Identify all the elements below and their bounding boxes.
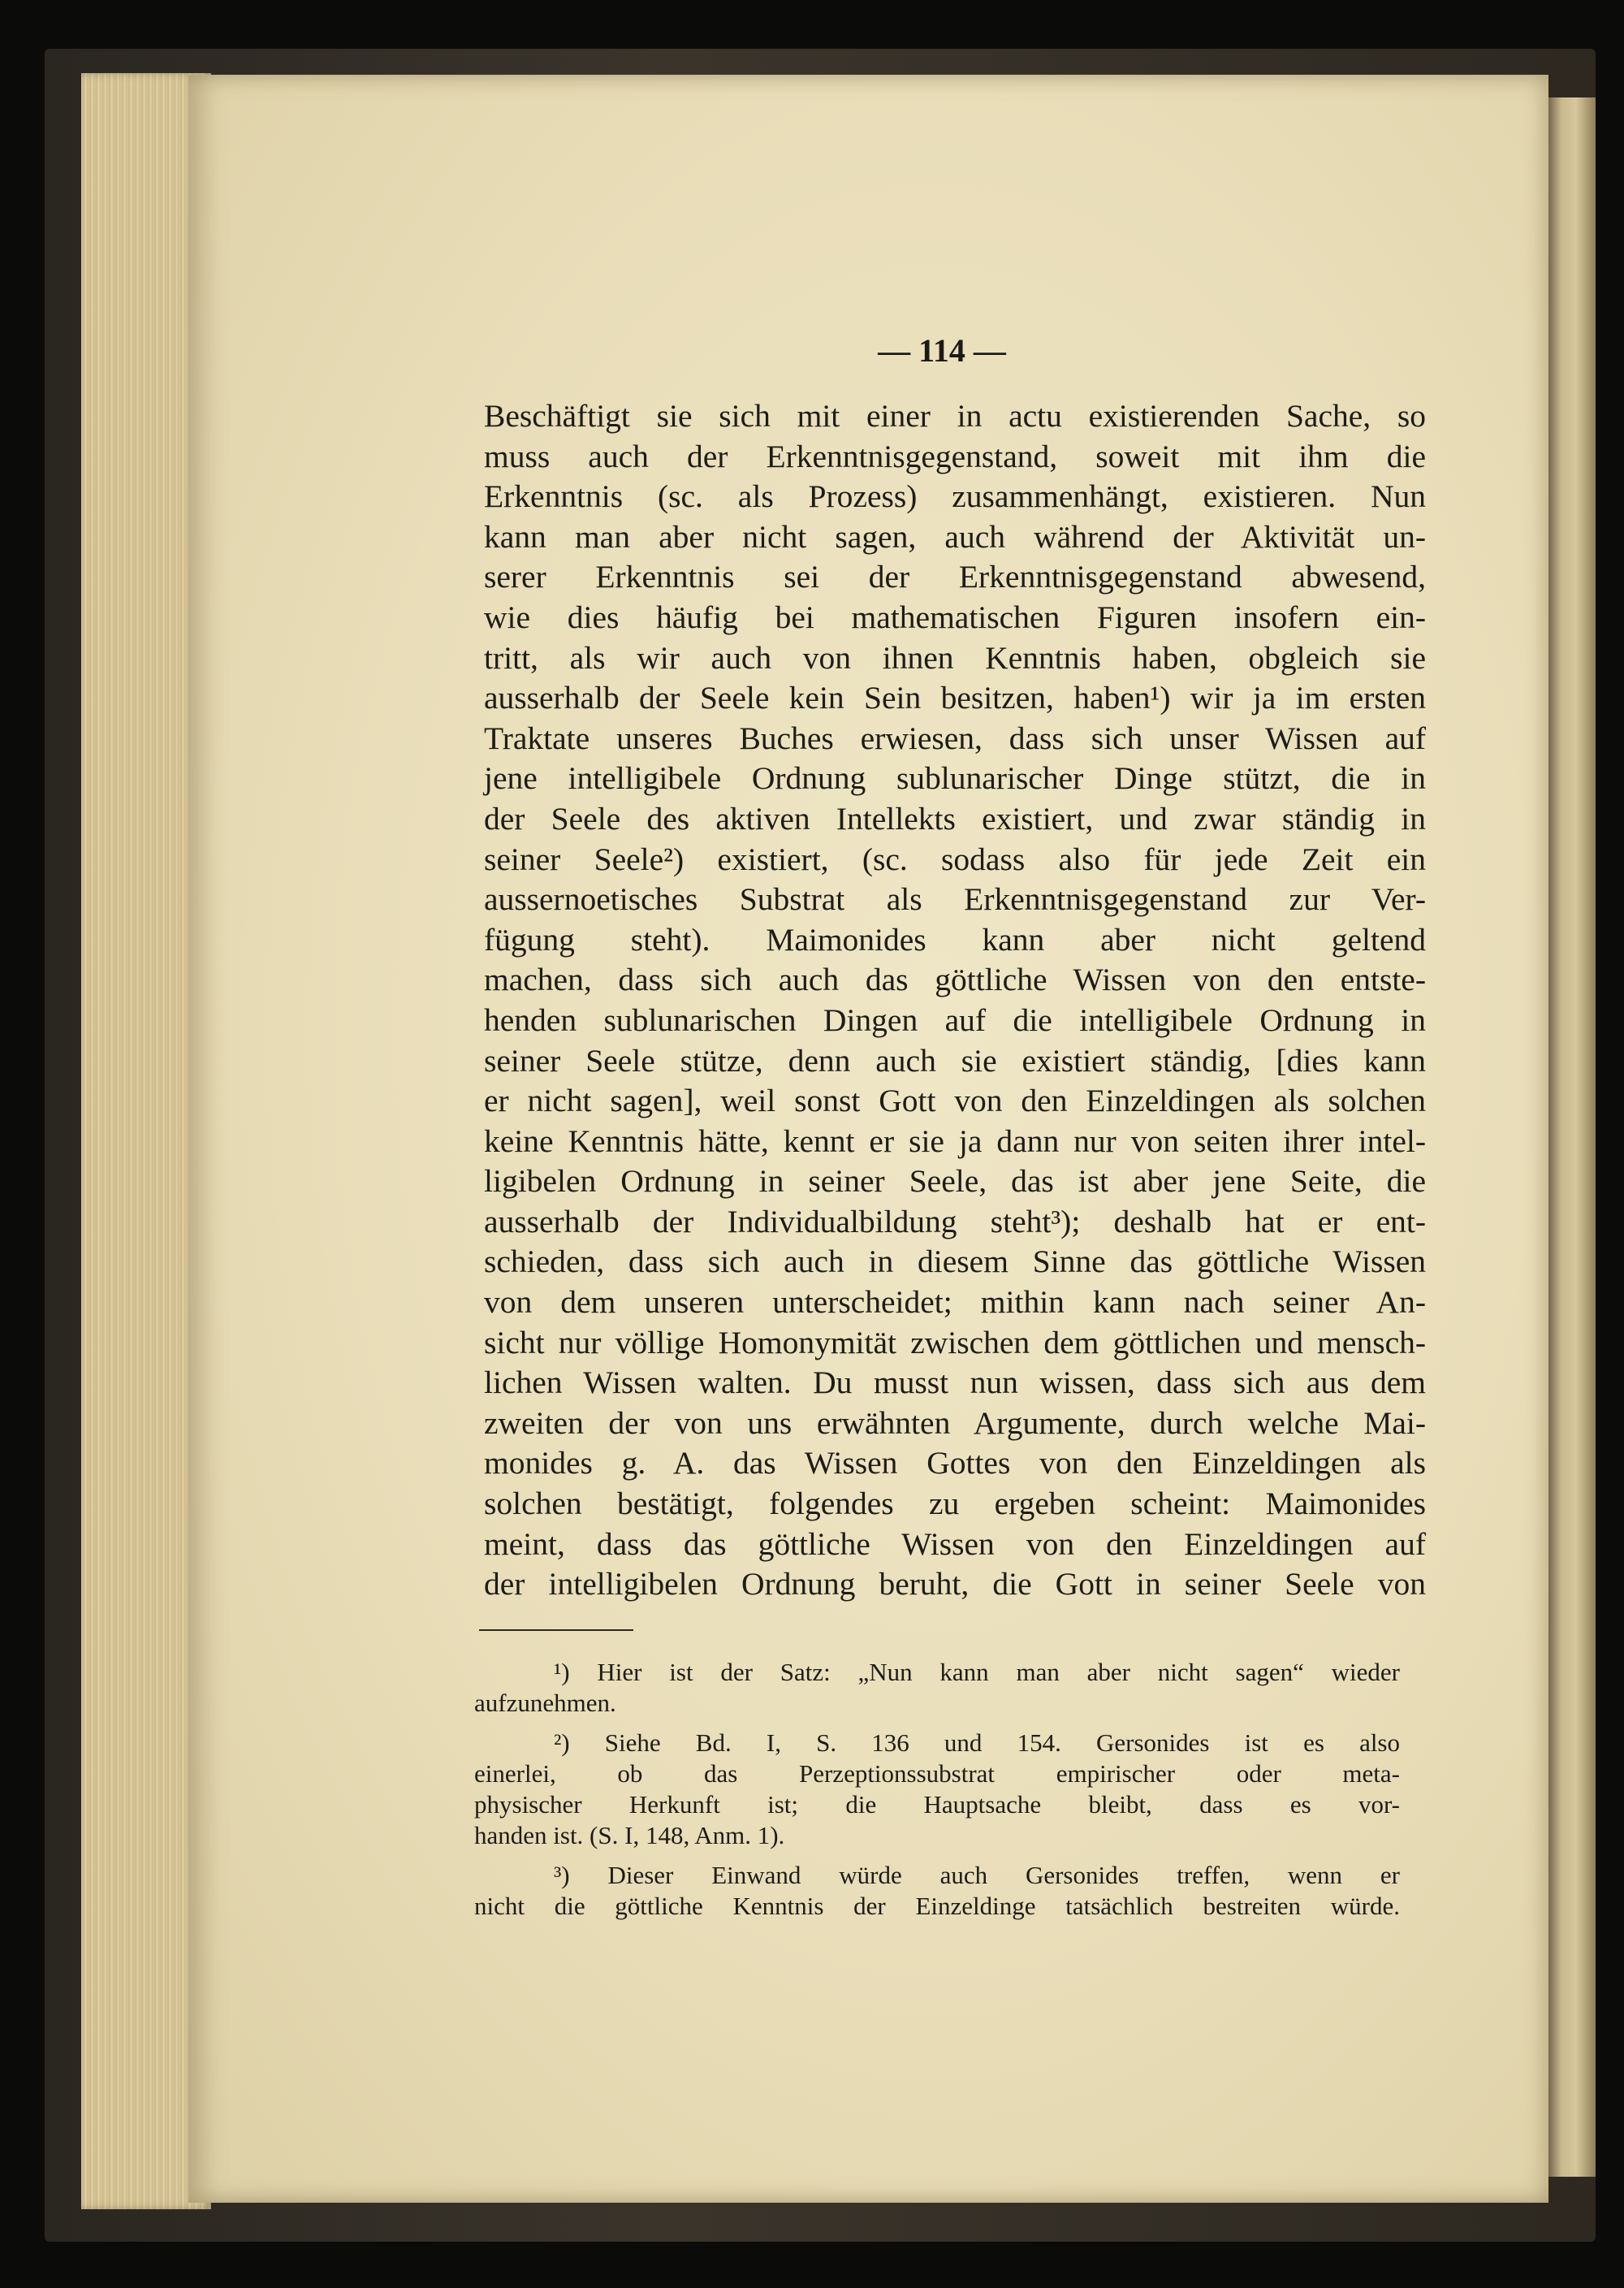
- text-line: seiner Seele²) existiert, (sc. sodass also für jede Zeit ein: [484, 841, 1426, 877]
- footnote-line: ³) Dieser Einwand würde auch Gersonides treffen, wenn er: [554, 1861, 1400, 1889]
- footnote-rule: [479, 1629, 633, 1631]
- text-line: Traktate unseres Buches erwiesen, dass sich unser Wissen auf: [484, 720, 1426, 756]
- text-line: jene intelligibele Ordnung sublunarischer Dinge stützt, die in: [484, 760, 1426, 797]
- text-line: lichen Wissen walten. Du musst nun wissen, dass sich aus dem: [484, 1365, 1426, 1401]
- text-line: meint, dass das göttliche Wissen von den Einzeldingen auf: [484, 1525, 1426, 1562]
- next-page-edge: [1547, 97, 1596, 2177]
- text-line: von dem unseren unterscheidet; mithin kann nach seiner An-: [484, 1284, 1426, 1321]
- footnotes: [474, 1657, 1400, 1931]
- text-line: tritt, als wir auch von ihnen Kenntnis haben, obgleich sie: [484, 639, 1426, 676]
- text-line: kann man aber nicht sagen, auch während der Aktivität un-: [484, 518, 1426, 555]
- text-line: keine Kenntnis hätte, kennt er sie ja dann nur von seiten ihrer intel-: [484, 1122, 1426, 1159]
- text-line: der intelligibelen Ordnung beruht, die Gott in seiner Seele von: [484, 1566, 1426, 1602]
- text-line: zweiten der von uns erwähnten Argumente, durch welche Mai-: [484, 1404, 1426, 1441]
- text-line: wie dies häufig bei mathematischen Figuren insofern ein-: [484, 599, 1426, 635]
- text-line: serer Erkenntnis sei der Erkenntnisgegenstand abwesend,: [484, 559, 1426, 595]
- text-line: monides g. A. das Wissen Gottes von den Einzeldingen als: [484, 1445, 1426, 1481]
- text-line: der Seele des aktiven Intellekts existiert, und zwar ständig in: [484, 800, 1426, 837]
- text-line: Beschäftigt sie sich mit einer in actu existierenden Sache, so: [484, 398, 1426, 434]
- footnote-line: handen ist. (S. I, 148, Anm. 1).: [474, 1821, 785, 1849]
- text-line: ausserhalb der Seele kein Sein besitzen, haben¹) wir ja im ersten: [484, 680, 1426, 716]
- footnote-line: physischer Herkunft ist; die Hauptsache bleibt, dass es vor-: [474, 1790, 1400, 1819]
- text-line: er nicht sagen], weil sonst Gott von den Einzeldingen als solchen: [484, 1083, 1426, 1119]
- text-line: ausserhalb der Individualbildung steht³); deshalb hat er ent-: [484, 1203, 1426, 1239]
- footnote-line: ¹) Hier ist der Satz: „Nun kann man aber nicht sagen“ wieder: [554, 1658, 1400, 1686]
- text-line: seiner Seele stütze, denn auch sie existiert ständig, [dies kann: [484, 1042, 1426, 1079]
- footnote-1: [474, 1657, 1400, 1719]
- text-line: machen, dass sich auch das göttliche Wissen von den entste-: [484, 962, 1426, 998]
- footnote-line: aufzunehmen.: [474, 1689, 616, 1717]
- text-line: aussernoetisches Substrat als Erkenntnisgegenstand zur Ver-: [484, 881, 1426, 918]
- text-line: solchen bestätigt, folgendes zu ergeben scheint: Maimonides: [484, 1486, 1426, 1522]
- text-line: muss auch der Erkenntnisgegenstand, soweit mit ihm die: [484, 438, 1426, 474]
- footnote-line: nicht die göttliche Kenntnis der Einzeldinge tatsächlich bestreiten würde.: [474, 1892, 1400, 1920]
- text-line: Erkenntnis (sc. als Prozess) zusammenhängt, existieren. Nun: [484, 478, 1426, 515]
- text-line: schieden, dass sich auch in diesem Sinne das göttliche Wissen: [484, 1243, 1426, 1280]
- text-line: henden sublunarischen Dingen auf die intelligibele Ordnung in: [484, 1001, 1426, 1038]
- footnote-2: [474, 1728, 1400, 1851]
- text-line: sicht nur völlige Homonymität zwischen dem göttlichen und mensch-: [484, 1324, 1426, 1360]
- text-line: ligibelen Ordnung in seiner Seele, das ist aber jene Seite, die: [484, 1163, 1426, 1200]
- page-number: — 114 —: [878, 332, 1006, 369]
- footnote-line: einerlei, ob das Perzeptionssubstrat empirischer oder meta-: [474, 1759, 1400, 1788]
- text-line: fügung steht). Maimonides kann aber nicht geltend: [484, 921, 1426, 958]
- main-text: [484, 396, 1426, 1605]
- footnote-3: [474, 1860, 1400, 1922]
- footnote-line: ²) Siehe Bd. I, S. 136 und 154. Gersonides ist es also: [554, 1728, 1400, 1757]
